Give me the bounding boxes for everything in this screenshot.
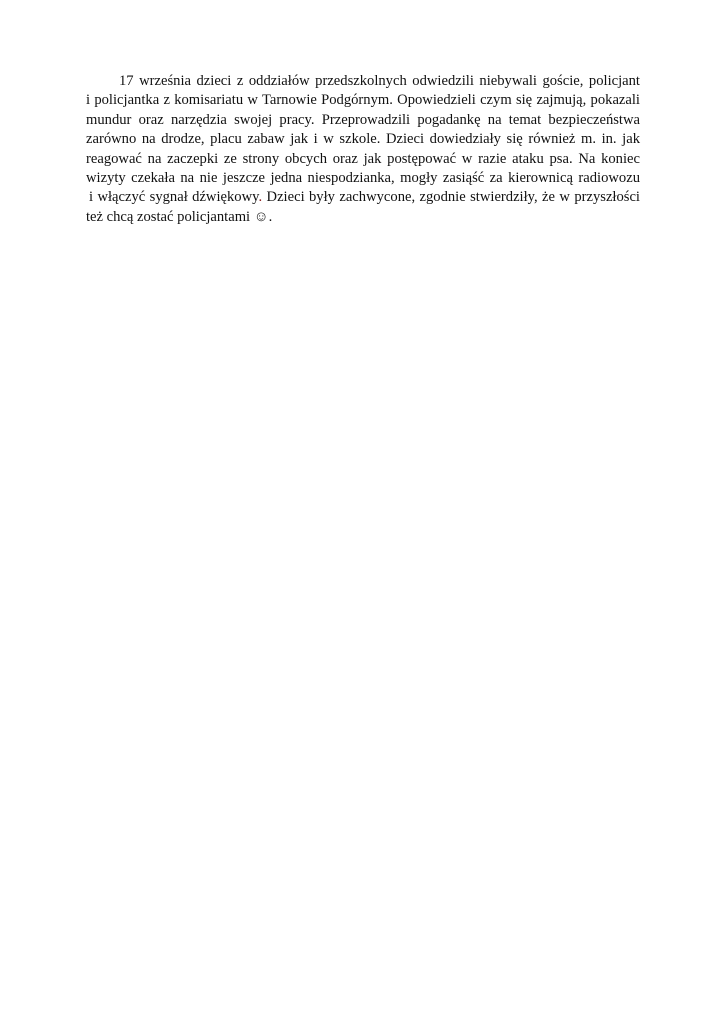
paragraph-last-line: też chcą zostać policjantami ☺. (86, 208, 273, 225)
paragraph-line (86, 188, 640, 207)
paragraph-line: i policjantka z komisariatu w Tarnowie Podgórnym. Opowiedzieli czym się zajmują, pokazali (86, 92, 640, 109)
paragraph-line: reagować na zaczepki ze strony obcych oraz jak postępować w razie ataku psa. Na koniec (86, 150, 640, 167)
line-text: i włączyć sygnał dźwiękowy (89, 189, 259, 206)
paragraph-line: mundur oraz narzędzia swojej pracy. Przeprowadzili pogadankę na temat bezpieczeństwa (86, 111, 640, 128)
paragraph-line: 17 września dzieci z oddziałów przedszkolnych odwiedzili niebywali goście, policjant (119, 73, 640, 89)
line-text: Dzieci były zachwycone, zgodnie stwierdziły, że w przyszłości (262, 189, 640, 206)
paragraph-line: zarówno na drodze, placu zabaw jak i w szkole. Dzieci dowiedziały się również m. in. jak (86, 131, 640, 148)
article-paragraph (86, 72, 640, 227)
paragraph-line: wizyty czekała na nie jeszcze jedna niespodzianka, mogły zasiąść za kierownicą radiowozu (86, 170, 640, 187)
colored-period: . (258, 189, 263, 206)
